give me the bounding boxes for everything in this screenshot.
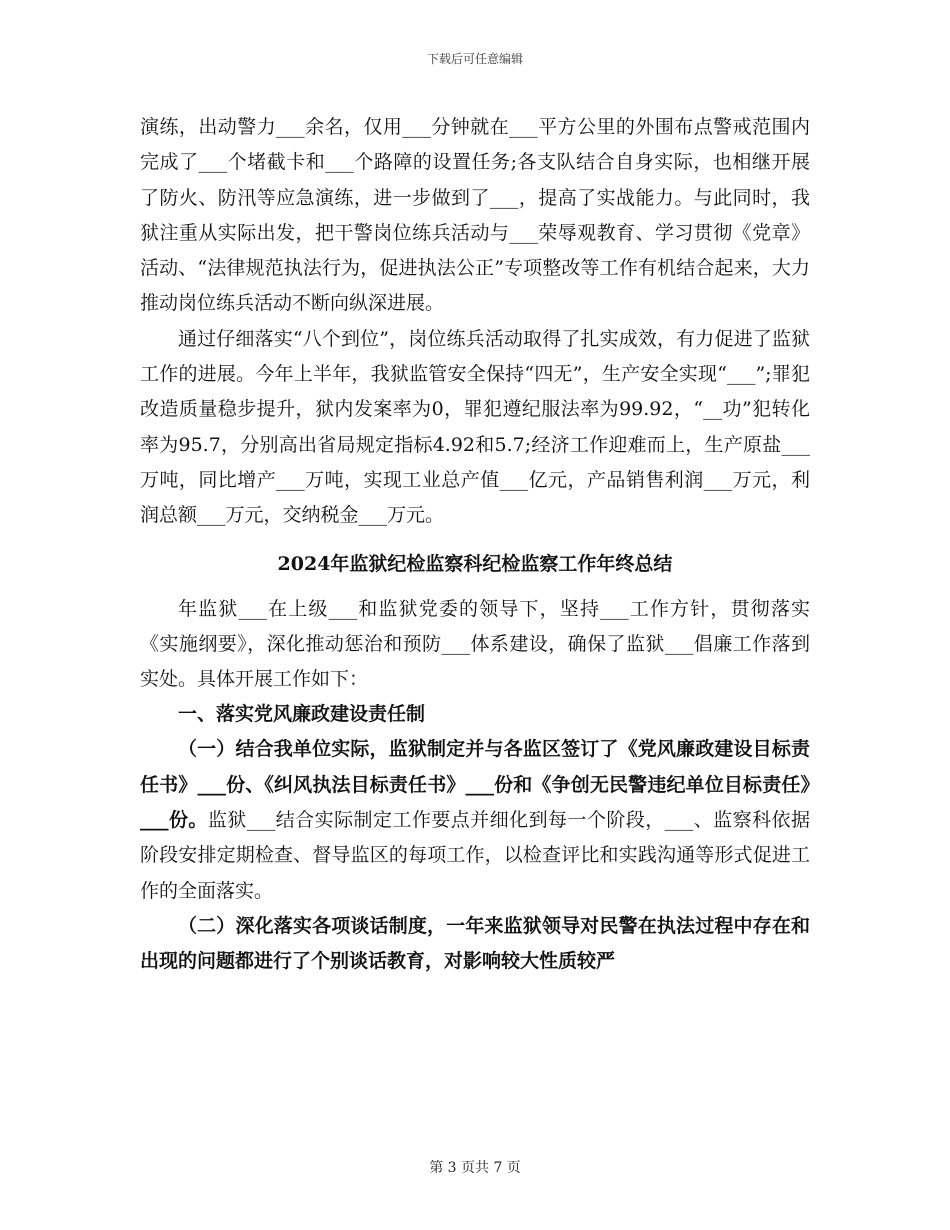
heading-1: 一、落实党风廉政建设责任制 (178, 703, 426, 726)
paragraph-5: （二）深化落实各项谈话制度，一年来监狱领导对民警在执法过程中存在和出现的问题都进行了个别谈话教育，对影响较大性质较严 (140, 914, 810, 973)
page-header: 下载后可任意编辑 (426, 52, 523, 66)
paragraph-2: 通过仔细落实“八个到位”，岗位练兵活动取得了扎实成效，有力促进了监狱工作的进展。今年上半年，我狱监管安全保持“四无”，生产安全实现“___”;罪犯改造质量稳步提升，狱内发案率为0，罪犯遵纪服法率为99.92，“__功”犯转化率为95.7，分别高出省局规定指标4.92和5.7;经济工作迎难而上，生产原盐___万吨，同比增产___万吨，实现工业总产值___亿元，产品销售利润___万元，利润总额___万元，交纳税金___万元。 (140, 327, 810, 527)
paragraph-3: 年监狱___在上级___和监狱党委的领导下，坚持___工作方针，贯彻落实《实施纲要》，深化推动惩治和预防___体系建设，确保了监狱___倡廉工作落到实处。具体开展工作如下： (140, 597, 810, 691)
document-body (140, 110, 810, 980)
section-title: 2024年监狱纪检监察科纪检监察工作年终总结 (277, 552, 673, 575)
paragraph-1: 演练，出动警力___余名，仅用___分钟就在___平方公里的外围布点警戒范围内完成了___个堵截卡和___个路障的设置任务;各支队结合自身实际，也相继开展了防火、防汛等应急演练，进一步做到了___，提高了实战能力。与此同时，我狱注重从实际出发，把干警岗位练兵活动与___荣辱观教育、学习贯彻《党章》活动、“法律规范执法行为，促进执法公正”专项整改等工作有机结合起来，大力推动岗位练兵活动不断向纵深进展。 (140, 116, 810, 315)
page-footer: 第 3 页共 7 页 (429, 1160, 521, 1176)
paragraph-4-rest: 监狱___结合实际制定工作要点并细化到每一个阶段，___、监察科依据阶段安排定期检查、督导监区的每项工作，以检查评比和实践沟通等形式促进工作的全面落实。 (140, 809, 810, 902)
paragraph-4 (140, 732, 810, 908)
paragraph-4-bold: （一）结合我单位实际，监狱制定并与各监区签订了《党风廉政建设目标责任书》___份、《纠风执法目标责任书》___份和《争创无民警违纪单位目标责任》___份。 (140, 738, 810, 832)
